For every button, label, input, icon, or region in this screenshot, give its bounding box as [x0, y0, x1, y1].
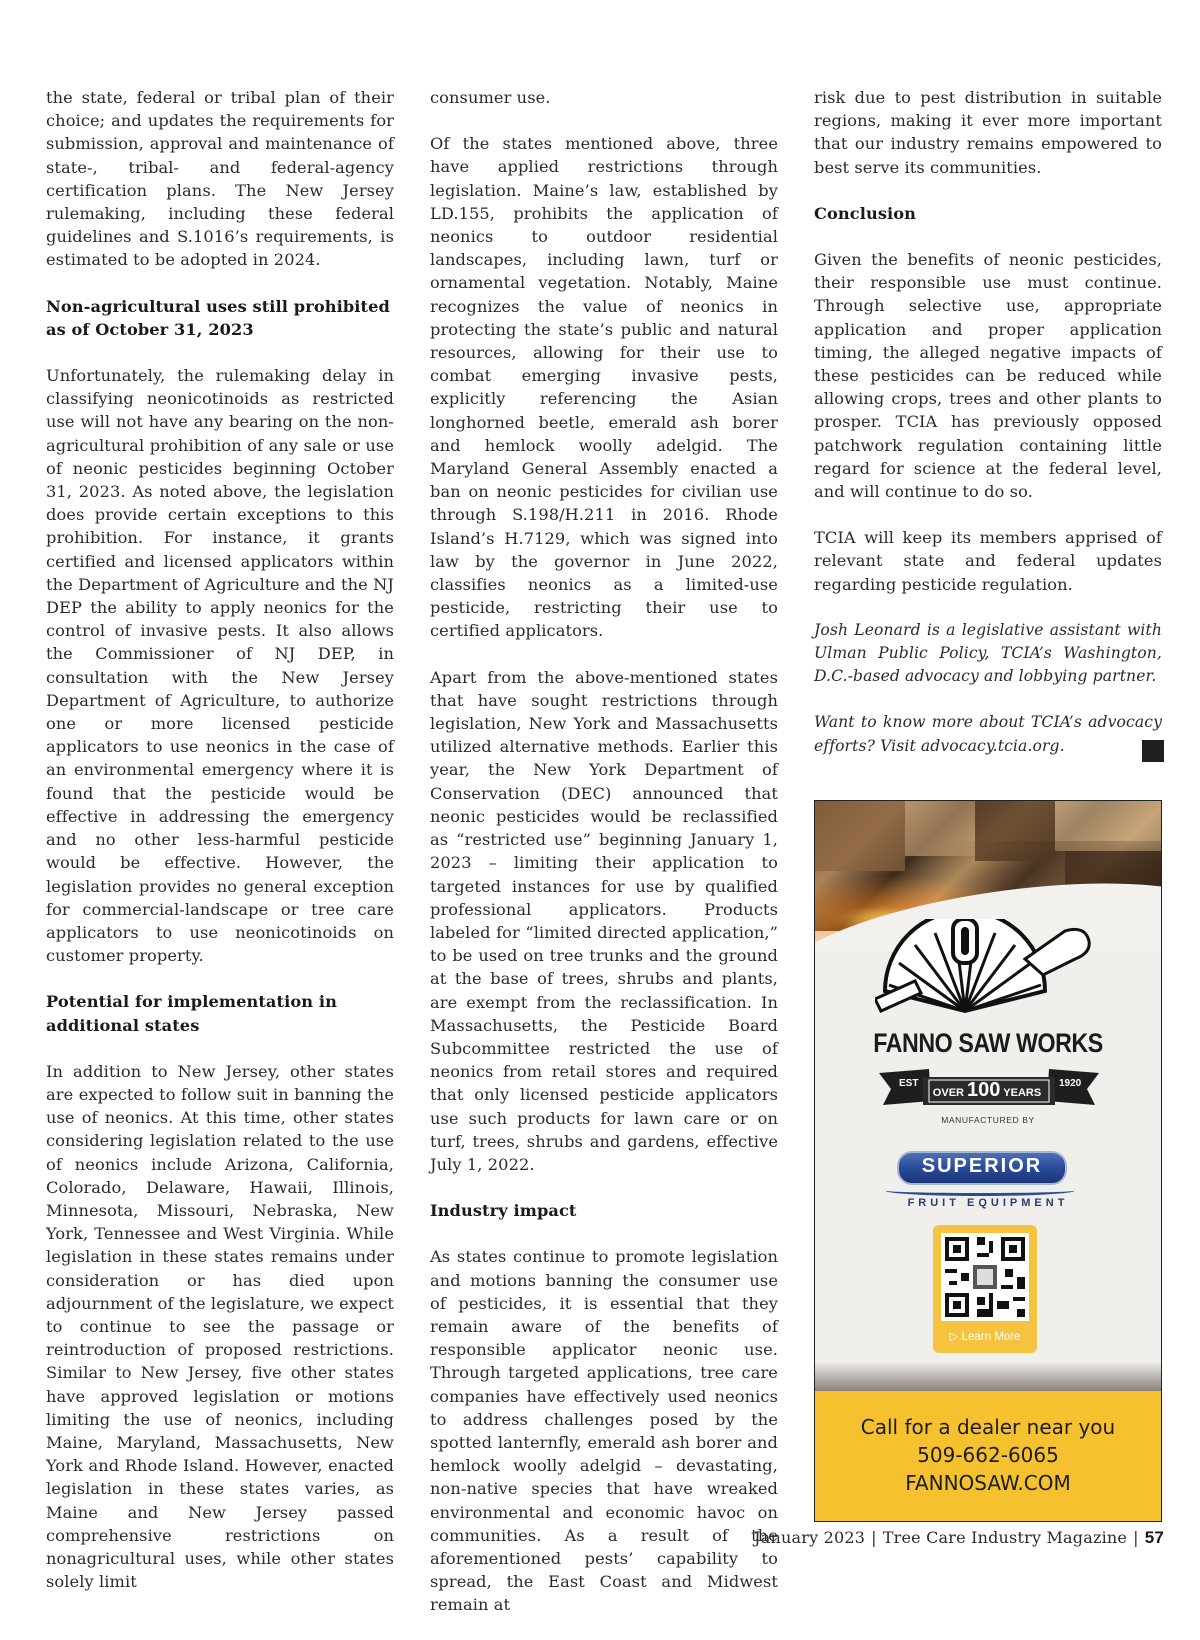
- over-100-years: OVER 100 YEARS: [932, 1079, 1042, 1101]
- section-heading: Industry impact: [430, 1201, 577, 1221]
- dealer-phone[interactable]: 509-662-6065: [917, 1443, 1059, 1467]
- paragraph: Given the benefits of neonic pesticides, their responsible use must continue. Through selective use, appropriate application and proper application timing, the alleged negative impacts of these pesticides can be reduced while allowing crops, trees and other plants to prosper. TCIA has previously opposed patchwork regulation containing little regard for science at the federal level, and will continue to do so.: [814, 250, 1162, 502]
- established-year: 1920: [1059, 1078, 1082, 1089]
- paragraph: Unfortunately, the rulemaking delay in classifying neonicotinoids as restricted use will not have any bearing on the non-agricultural prohibition of any sale or use of neonic pesticides beginning October 31, 2023. As noted above, the legislation does provide certain exceptions to this prohibition. For instance, it grants certified and licensed applicators within the Department of Agriculture and the NJ DEP the ability to apply neonics for the control of invasive pests. It also allows the Commissioner of NJ DEP, in consultation with the New Jersey Department of Agriculture, to authorize one or more licensed pesticide applicators to use neonics in the case of an environmental emergency where it is found that the pesticide would be effective in addressing the emergency and no other less-harmful pesticide would be effective. However, the legislation provides no general exception for commercial-landscape or tree care applicators to use neonicotinoids on customer property.: [46, 366, 394, 966]
- fan-saw-logo-icon: [875, 919, 1095, 1019]
- paragraph: consumer use.: [430, 88, 551, 107]
- section-heading: Conclusion: [814, 203, 917, 223]
- superior-logo-text: SUPERIOR: [921, 1155, 1043, 1177]
- paragraph: TCIA will keep its members apprised of relevant state and federal updates regarding pesticide regulation.: [814, 528, 1162, 594]
- learn-more-link[interactable]: ▷ Learn More: [949, 1331, 1021, 1343]
- superior-logo-swoosh: [885, 1185, 1075, 1196]
- paragraph: Apart from the above-mentioned states that have sought restrictions through legislation, New York and Massachusetts utilized alternative methods. Earlier this year, the New York Department of Conservation (DEC) announced that neonic pesticides would be reclassified as “restricted use” beginning January 1, 2023 – limiting their application to targeted instances for use by qualified professional applicators. Products labeled for “limited directed application,” to be used on tree trunks and the ground at the base of trees, shrubs and plants, are exempt from the reclassification. In Massachusetts, the Pesticide Board Subcommittee restricted the use of neonics from retail stores and required that only licensed pesticide applicators use such products for lawn care or on turf, trees, shrubs and gardens, effective July 1, 2022.: [430, 667, 778, 1174]
- author-bio: Josh Leonard is a legislative assistant with Ulman Public Policy, TCIA’s Washington, D.C.-based advocacy and lobbying partner.: [814, 620, 1162, 686]
- paragraph: In addition to New Jersey, other states are expected to follow suit in banning the use of neonics. At this time, other states considering legislation related to the use of neonics include Arizona, California, Colorado, Delaware, Hawaii, Illinois, Minnesota, Missouri, Nebraska, New York, Tennessee and West Virginia. While legislation in these states remains under consideration or has died upon adjournment of the legislature, we expect to continue to see the passage or reintroduction of proposed restrictions. Similar to New Jersey, five other states have approved legislation or motions limiting the use of neonics, including Maine, Maryland, Massachusetts, New York and Rhode Island. However, enacted legislation in these states varies, as Maine and New Jersey passed comprehensive restrictions on nonagricultural uses, while other states solely limit: [46, 1061, 394, 1592]
- play-icon: ▷: [949, 1331, 959, 1343]
- page-footer: January 2023 | Tree Care Industry Magazine | 57: [754, 1528, 1164, 1547]
- manufactured-by-label: MANUFACTURED BY: [941, 1115, 1035, 1125]
- brand-name: FANNO SAW WORKS: [873, 1028, 1103, 1058]
- article-column-2: [430, 86, 778, 1640]
- issue-date: January 2023: [754, 1528, 866, 1547]
- paragraph: Of the states mentioned above, three have applied restrictions through legislation. Maine’s law, established by LD.155, prohibits the application of neonics to outdoor residential landscapes, including lawn, turf or ornamental vegetation. Notably, Maine recognizes the value of neonics in protecting the state’s public and natural resources, allowing for their use to combat emerging invasive pests, explicitly referencing the Asian longhorned beetle, emerald ash borer and hemlock woolly adelgid. The Maryland General Assembly enacted a ban on neonic pesticides for civilian use through S.198/H.211 in 2016. Rhode Island’s H.7129, which was signed into law by the governor in June 2022, classifies neonics as a limited-use pesticide, restricting their use to certified applicators.: [430, 134, 778, 641]
- paragraph: risk due to pest distribution in suitable regions, making it ever more important that our industry remains empowered to best serve its communities.: [814, 88, 1162, 177]
- advocacy-cta: Want to know more about TCIA’s advocacy efforts? Visit advocacy.tcia.org.: [814, 713, 1162, 755]
- section-heading: Non-agricultural uses still prohibited as of October 31, 2023: [46, 296, 390, 339]
- article-column-3: [814, 86, 1162, 781]
- fanno-saw-works-advertisement[interactable]: [814, 800, 1162, 1522]
- end-of-article-mark: [1142, 740, 1164, 762]
- fruit-equipment-label: FRUIT EQUIPMENT: [907, 1197, 1069, 1209]
- article-column-1: [46, 86, 394, 1616]
- paragraph: the state, federal or tribal plan of their choice; and updates the requirements for submission, approval and maintenance of state-, tribal- and federal-agency certification plans. The New Jersey rulemaking, including these federal guidelines and S.1016’s requirements, is estimated to be adopted in 2024.: [46, 88, 394, 270]
- section-heading: Potential for implementation in additional states: [46, 992, 337, 1035]
- est-label: EST: [899, 1078, 919, 1089]
- magazine-name: Tree Care Industry Magazine: [882, 1528, 1128, 1547]
- page-number: 57: [1144, 1528, 1164, 1547]
- paragraph: As states continue to promote legislation and motions banning the consumer use of pesticides, it is essential that they remain aware of the benefits of responsible applicator neonic use. Through targeted applications, tree care companies have effectively used neonics to address challenges posed by the spotted lanternfly, emerald ash borer and hemlock woolly adelgid – devastating, non-native species that have wreaked environmental and economic havoc on communities. As a result of the aforementioned pests’ capability to spread, the East Coast and Midwest remain at: [430, 1247, 778, 1615]
- dealer-call-text: Call for a dealer near you: [860, 1415, 1116, 1439]
- qr-code-icon[interactable]: [941, 1233, 1029, 1321]
- fanno-website-link[interactable]: FANNOSAW.COM: [905, 1471, 1071, 1495]
